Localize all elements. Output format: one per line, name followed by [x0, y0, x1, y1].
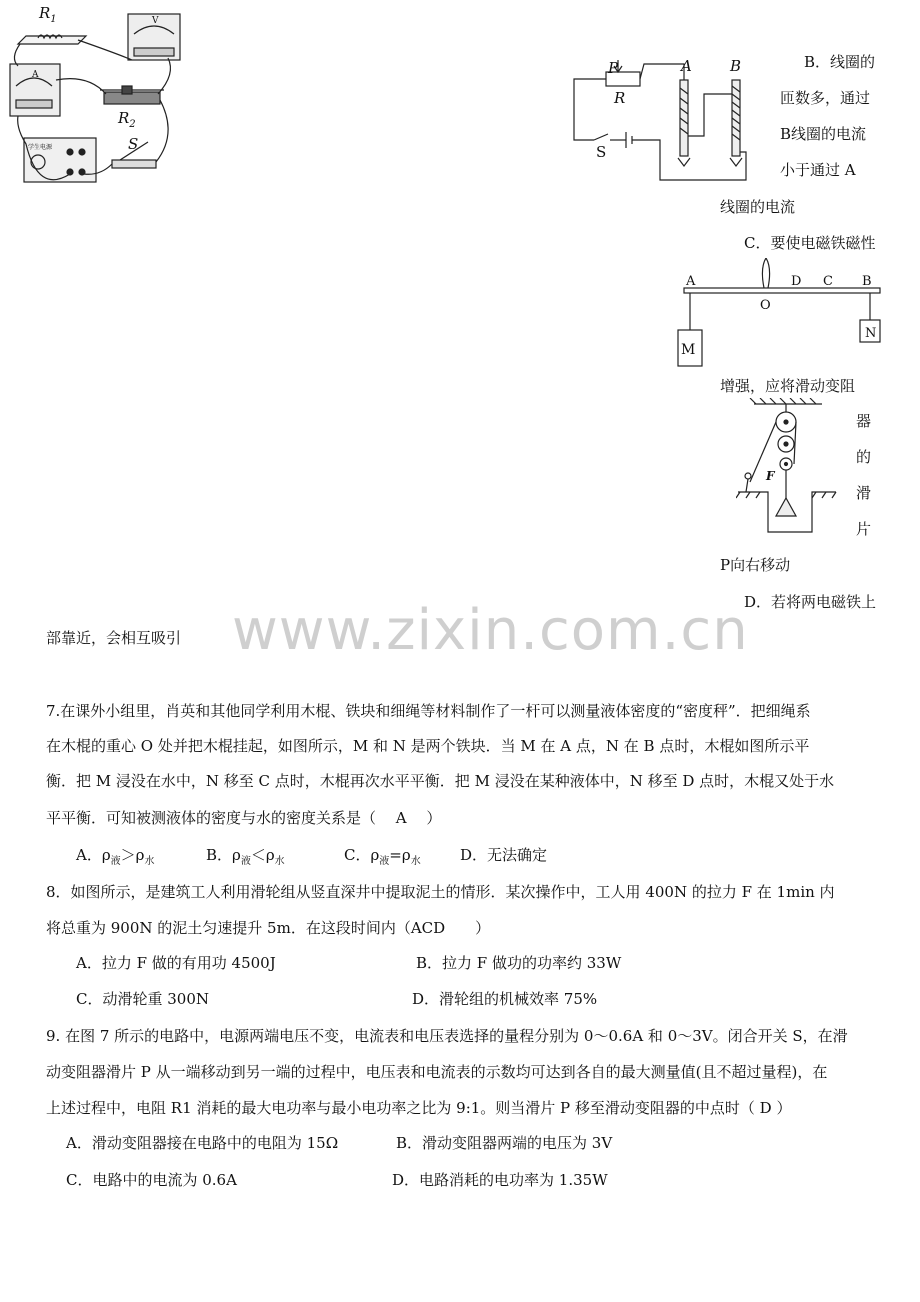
- q7-line1: 7.在课外小组里，肖英和其他同学利用木棍、铁块和细绳等材料制作了一杆可以测量液体密度的“密度秤”．把细绳系: [46, 702, 811, 720]
- q7-b-mid: ＜ρ: [250, 846, 275, 864]
- q6-c-line6: 片: [856, 520, 872, 538]
- q7-line4: 平平衡．可知被测液体的密度与水的密度关系是（ A ）: [46, 809, 442, 827]
- q7-b-pre: B．ρ: [206, 846, 241, 864]
- q7-option-a: [76, 844, 154, 873]
- q6-b-line3: B线圈的电流: [780, 125, 867, 143]
- q7-a-sub1: 液: [110, 856, 121, 867]
- q6-d-line1: D．若将两电磁铁上: [744, 593, 877, 611]
- q9-line1: 9. 在图 7 所示的电路中，电源两端电压不变，电流表和电压表选择的量程分别为 0～0.6A 和 0～3V。闭合开关 S，在滑: [46, 1027, 848, 1045]
- q9-line3: 上述过程中，电阻 R1 消耗的最大电功率与最小电功率之比为 9:1。则当滑片 P 移至滑动变阻器的中点时（ D ）: [46, 1099, 792, 1117]
- label-s: S: [128, 135, 139, 153]
- q7-b-sub2: 水: [274, 856, 285, 867]
- lever-label-a: A: [686, 274, 696, 289]
- q6-c-line5: 滑: [856, 484, 872, 502]
- q7-a-pre: A．ρ: [76, 846, 111, 864]
- lever-label-o: O: [760, 298, 771, 313]
- q6-c-line7: P向右移动: [720, 556, 791, 574]
- power-supply-label: 学生电源: [28, 144, 53, 151]
- q9-option-a: A．滑动变阻器接在电路中的电阻为 15Ω: [66, 1134, 339, 1152]
- em-label-p: P: [608, 59, 619, 77]
- q6-c-line1: C．要使电磁铁磁性: [744, 234, 876, 252]
- q9-option-b: B．滑动变阻器两端的电压为 3V: [396, 1134, 613, 1152]
- q6-c-line3: 器: [856, 412, 872, 430]
- q6-b-line1: B．线圈的: [804, 53, 876, 71]
- lever-label-c: C: [823, 274, 833, 289]
- ammeter-label: A: [32, 70, 39, 80]
- r1-letter: R: [39, 4, 51, 22]
- q7-option-d: D．无法确定: [460, 846, 548, 864]
- lever-figure: [670, 258, 884, 372]
- q7-line3: 衡．把 M 浸没在水中，N 移至 C 点时，木棍再次水平平衡．把 M 浸没在某种液体中，N 移至 D 点时，木棍又处于水: [46, 772, 835, 790]
- em-label-r: R: [614, 89, 626, 107]
- q8-option-d: D．滑轮组的机械效率 75%: [412, 990, 598, 1008]
- q6-b-line2: 匝数多，通过: [780, 89, 871, 107]
- q9-line2: 动变阻器滑片 P 从一端移动到另一端的过程中，电压表和电流表的示数均可达到各自的最大测量值(且不超过量程)，在: [46, 1063, 828, 1081]
- q6-d-line2: 部靠近，会相互吸引: [46, 629, 182, 647]
- q7-a-mid: ＞ρ: [120, 846, 145, 864]
- q6-c-line2: 增强，应将滑动变阻: [720, 377, 856, 395]
- voltmeter-label: V: [152, 16, 159, 26]
- pulley-label-f: F: [766, 469, 775, 483]
- r2-letter: R: [118, 109, 130, 127]
- label-r2: [118, 108, 136, 135]
- r1-subscript: 1: [50, 14, 57, 25]
- q7-c-mid: =ρ: [389, 846, 411, 864]
- q6-b-line5: 线圈的电流: [720, 198, 796, 216]
- lever-label-m: M: [681, 342, 696, 358]
- q7-c-pre: C．ρ: [344, 846, 380, 864]
- q8-option-b: B．拉力 F 做功的功率约 33W: [416, 954, 622, 972]
- q7-c-sub2: 水: [410, 856, 421, 867]
- q7-line2: 在木棍的重心 O 处并把木棍挂起，如图所示，M 和 N 是两个铁块．当 M 在 A 点，N 在 B 点时，木棍如图所示平: [46, 737, 810, 755]
- q7-option-c: [344, 844, 421, 873]
- lever-label-n: N: [865, 326, 877, 341]
- q8-line1: 8．如图所示，是建筑工人利用滑轮组从竖直深井中提取泥土的情形．某次操作中，工人用 400N 的拉力 F 在 1min 内: [46, 883, 835, 901]
- q7-c-sub1: 液: [379, 856, 390, 867]
- lever-label-b: B: [862, 274, 872, 289]
- q9-option-d: D．电路消耗的电功率为 1.35W: [392, 1171, 608, 1189]
- q7-b-sub1: 液: [240, 856, 251, 867]
- em-label-b: B: [730, 57, 742, 75]
- q9-option-c: C．电路中的电流为 0.6A: [66, 1171, 237, 1189]
- pulley-figure: [736, 398, 840, 536]
- lever-label-d: D: [791, 274, 802, 289]
- q8-option-a: A．拉力 F 做的有用功 4500J: [76, 954, 276, 972]
- circuit-apparatus-figure: [8, 4, 190, 192]
- em-label-a: A: [681, 57, 692, 75]
- r2-subscript: 2: [129, 119, 136, 130]
- q6-b-line4: 小于通过 A: [780, 161, 856, 179]
- q7-option-b: [206, 844, 285, 873]
- electromagnet-circuit-figure: [566, 56, 776, 188]
- label-r1: [39, 3, 57, 30]
- watermark: www.zixin.com.cn: [232, 598, 749, 663]
- q7-a-sub2: 水: [144, 856, 155, 867]
- q6-c-line4: 的: [856, 448, 872, 466]
- q8-line2: 将总重为 900N 的泥土匀速提升 5m．在这段时间内（ACD ）: [46, 919, 491, 937]
- q8-option-c: C．动滑轮重 300N: [76, 990, 210, 1008]
- em-label-s: S: [596, 143, 607, 161]
